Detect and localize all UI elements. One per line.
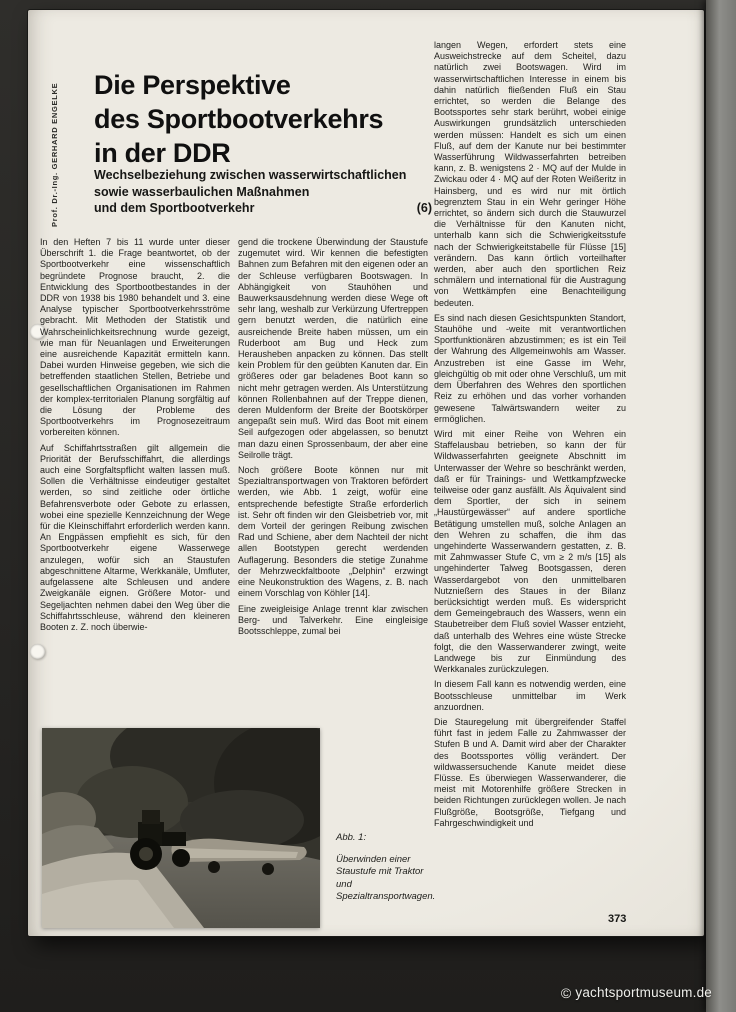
text-column-2: [238, 237, 428, 727]
author-byline-vertical: Prof. Dr.-Ing. GERHARD ENGELKE: [50, 82, 59, 227]
subtitle-line-3: [94, 200, 432, 217]
paragraph: Eine zweigleisige Anlage trennt klar zwischen Berg- und Talverkehr. Eine eingleisige Bootsschleppe, zumal bei: [238, 603, 428, 636]
watermark-text: yachtsportmuseum.de: [575, 985, 712, 1000]
paragraph: Noch größere Boote können nur mit Spezialtransportwagen von Traktoren befördert werden, wie Abb. 1 zeigt, wofür eine entsprechende befestigte Straße erforderlich ist. Sehr oft finden wir den Gleisbetrieb vor, mit dem Vorteil der geringen Reibung zwischen Rad und Schiene, aber dem Nachteil der nicht allen Bootstypen gerecht werdenden Auflagerung. Besonders die stetige Zunahme der Mehrzweckfaltboote „Delphin“ erzwingt eine Neukonstruktion des Wagens, z. B. nach einem Vorschlag von Köhler [14].: [238, 465, 428, 599]
text-column-1: [40, 237, 230, 723]
scan-edge-surface: [706, 0, 736, 1012]
subtitle-line-2: sowie wasserbaulichen Maßnahmen: [94, 184, 310, 199]
subtitle-line-3-text: und dem Sportbootverkehr: [94, 201, 255, 215]
paragraph: In den Heften 7 bis 11 wurde unter dieser Überschrift 1. die Frage beantwortet, ob der Sportbootverkehr eine wissenschaftlich begründete Prognose braucht, 2. die Entwicklung des Sportbootbestandes in der DDR von 1938 bis 1980 behandelt und 3. eine Analyse typischer Sportbootverkehrsströme gebracht. Mit Methoden der Statistik und Wahrscheinlichkeitsrechnung wurde gezeigt, wie man für Neuanlagen und Erweiterungen eine ausreichende Kapazität ermitteln kann. Dabei wurden Hinweise gegeben, wie sich die betreffenden staatlichen Stellen, Betriebe und gesellschaftlichen Organisationen im Rahmen der komplex-territorialen Planung sorgfältig auf die Lösung der Probleme des Sportbootverkehrs im Prognosezeitraum vorbereiten können.: [40, 237, 230, 438]
article-title: [94, 68, 383, 170]
title-line-1: Die Perspektive: [94, 70, 291, 101]
subtitle-line-1: Wechselbeziehung zwischen wasserwirtschaftlichen: [94, 168, 407, 182]
article-subtitle: [94, 167, 432, 217]
figure-caption-label: Abb. 1:: [336, 832, 367, 843]
figure-photo: [42, 728, 320, 928]
paragraph: Die Stauregelung mit übergreifender Staffel führt fast in jedem Falle zu Zahmwasser der Stufen B und A. Damit wird aber der Charakter des Bootssportes völlig verändert. Der wildwassersuchende Kanute meidet diese Flüsse. Es überwiegen Wasserwanderer, die meist mit Motorenhilfe größere Strecken in beiden Richtungen zurücklegen wollen. Je nach Flußgröße, Bootsgröße, Tiefgang und Fahrgeschwindigkeit und: [434, 716, 626, 828]
paragraph: In diesem Fall kann es notwendig werden, eine Bootsschleuse unmittelbar im Werk anzuordnen.: [434, 679, 626, 712]
paragraph: gend die trockene Überwindung der Staustufe zugemutet wird. Wir kennen die befestigten Bahnen zum Befahren mit den eigenen oder an der Schleuse verfügbaren Bootswagen. In Abhängigkeit von Stauhöhen und Bauwerksausdehnung werden diese Wege oft sehr lang, weshalb zur Verkürzung Ufertreppen gern benutzt werden, die natürlich eine ausreichende Breite haben müssen, um ein Ruderboot am Bug und Heck zum Herausheben anpacken zu können. Das stellt kein Problem für den geübten Kanuten dar. Ein größeres oder gar beladenes Boot kann so nicht mehr getragen werden. Als Unterstützung können Rollenbahnen auf der Treppe dienen, deren Muldenform der Breite der Bootskörper angepaßt sein muß. Wird das Boot mit einem Seil aufgezogen oder abgelassen, so benutzt man dazu einen Sprossenbaum, der aber eine Seilrolle trägt.: [238, 237, 428, 460]
figure-caption-text: Überwinden einer Staustufe mit Traktor und Spezialtransportwagen.: [336, 853, 436, 902]
page-number: 373: [608, 913, 627, 925]
paragraph: Auf Schiffahrtsstraßen gilt allgemein die Priorität der Berufsschiffahrt, die allerdings auch eine Sorgfaltspflicht walten lassen muß. Sollen die Verhältnisse eindeutiger gestaltet werden, so sind zeitliche oder örtliche Befahrensverbote oder Gebote zu erlassen, wobei eine spezielle Kennzeichnung der Wege für die Kleinschiffahrt erforderlich werden kann. An Engpässen empfiehlt es sich, für den Sportbootverkehr eigene Wasserwege anzulegen, wofür sich an Staustufen abgeschnittene Altarme, Werkkanäle, Umfluter, aufgelassene alte Schleusen und andere Zweigkanäle eignen. Größere Motor- und Segeljachten nehmen dabei den Weg über die Schiffahrtsschleuse, während den kleineren Booten z. Z. noch überwie-: [40, 442, 230, 632]
tractor-boat-photo-art: [42, 728, 320, 928]
text-column-3: [434, 40, 626, 926]
copyright-icon: ©: [560, 984, 572, 1001]
paragraph: Es sind nach diesen Gesichtspunkten Standort, Stauhöhe und -weite mit verantwortlichen Sportfunktionären abzustimmen; es ist ein Teil der Wahrung des Allgemeinwohls am Wasser. Anzustreben ist eine Gasse im Wehr, gleichgültig ob mit oder ohne Verschluß, um mit dem Überfahren des Wehres den sportlichen Reiz zu erhöhen und das vorher vorhanden gewesene Talwärtswandern weiter zu ermöglichen.: [434, 312, 626, 424]
magazine-page: [28, 10, 704, 936]
installment-number: (6): [416, 201, 432, 215]
title-line-2: des Sportbootverkehrs: [94, 104, 384, 135]
paragraph: langen Wegen, erfordert stets eine Ausweichstrecke auf dem Scheitel, dazu natürlich zwei Bootswagen. Wird im wasserwirtschaftlichen Interesse in einem bis dahin natürlich fließenden Fluß ein Stau errichtet, so werden die Belange des Bootssportes sehr stark berührt, wobei einige Auswirkungen grundsätzlich unterschieden werden müssen: Handelt es sich um einen Fluß, auf dem der Kanute nur bei bestimmter Wasserführung Wildwasserfahrten betreiben kann, z. B. wenigstens 2 · MQ auf der Mulde in Zwickau oder 4 · MQ auf der Roten Weißeritz in Hainsberg, und es wird nur mit örtlich begrenztem Stau in ein Wehr geringer Höhe errichtet, so ändern sich durch die Stauwurzel die Verhältnisse für den Kanuten nicht, unterhalb kann sich die Schwierigkeitsstufe nach der Schwierigkeitstabelle für Flüsse [15] verändern. Das kann örtlich vorteilhafter werden, aber auch den sportlichen Reiz schmälern und international für die Austragung von Wettkämpfen eine Benachteiligung bedeuten.: [434, 40, 626, 308]
watermark: [561, 985, 712, 1000]
figure-caption: [336, 832, 436, 904]
title-line-3: in der DDR: [94, 138, 231, 169]
paragraph: Wird mit einer Reihe von Wehren ein Staffelausbau betrieben, so kann der für Wildwasserfahrten geeignete Abschnitt im Unterwasser der Wehre so beschränkt werden, daß er für Trainings- und Wettkampfzwecke teilweise oder ganz ausfällt. Als Äquivalent sind dem Sportler, der sich in seinem „Haustürgewässer“ auf andere sportliche Betätigung umstellen muß, solche Anlagen an den Wehren zu schaffen, die ihm das ungehinderte Wasserwandern gestatten, z. B. mit Zahmwasser Stufe C, vm ≥ 2 m/s [15] als ungehinderter Talweg Bootsgassen, deren Wasserdargebot von den unmittelbaren Nutznießern des Staues in der Bilanz berücksichtigt werden muß. Es widerspricht dem Gemeingebrauch des Wassers, wenn ein Staubetreiber dem Fluß soviel Wasser entzieht, daß unterhalb des Wehres eine wüste Strecke folgt, die den Wasserwanderer zwingt, weite Landwege bis zur Einmündung des Werkkanales zurückzulegen.: [434, 428, 626, 675]
